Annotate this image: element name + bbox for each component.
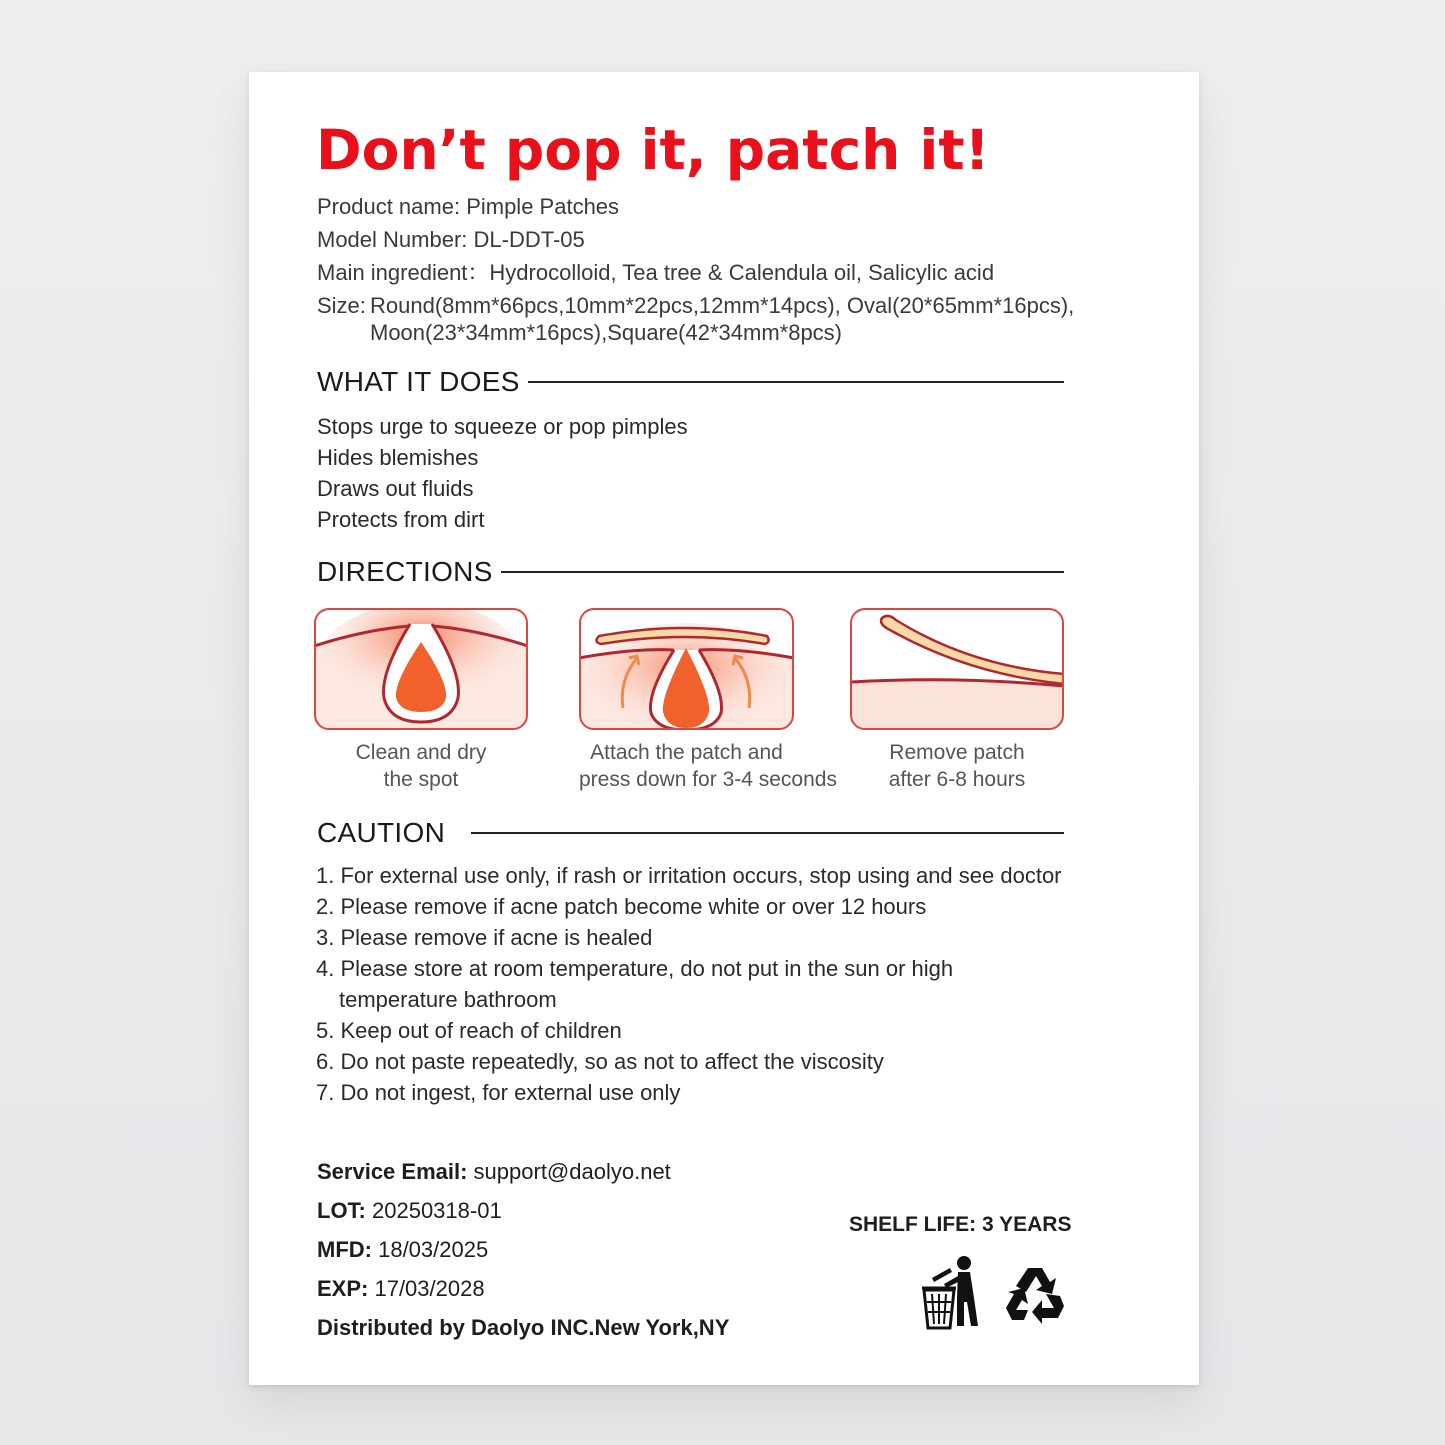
caution-item-6: 6. Do not paste repeatedly, so as not to affect the viscosity [316, 1049, 884, 1074]
email-value[interactable]: support@daolyo.net [467, 1159, 671, 1184]
divider [528, 381, 1064, 383]
step-2-line-2: press down for 3-4 seconds [579, 768, 837, 791]
size-label: Size: [317, 293, 366, 318]
caution-item-2: 2. Please remove if acne patch become white or over 12 hours [316, 894, 927, 919]
footer-info [317, 1152, 729, 1347]
step-2-line-1: Attach the patch and [590, 741, 783, 764]
list-item: Stops urge to squeeze or pop pimples [317, 414, 688, 439]
exp-value: 17/03/2028 [368, 1276, 485, 1301]
headline: Don’t pop it, patch it! [316, 118, 990, 182]
lot-number [317, 1191, 729, 1230]
main-ingredient: Main ingredient：Hydrocolloid, Tea tree & Calendula oil, Salicylic acid [317, 260, 995, 285]
directions-header [317, 556, 1064, 588]
lot-label: LOT: [317, 1198, 366, 1223]
step-1-line-1: Clean and dry [355, 741, 487, 764]
lot-value: 20250318-01 [365, 1198, 502, 1223]
caution-item-3: 3. Please remove if acne is healed [316, 925, 653, 950]
divider [501, 571, 1064, 573]
list-item: Hides blemishes [317, 445, 479, 470]
list-item: Protects from dirt [317, 507, 485, 532]
step-3-line-2: after 6-8 hours [888, 768, 1026, 791]
caution-list [316, 860, 1062, 1108]
product-info [317, 190, 1074, 346]
shelf-life: SHELF LIFE: 3 YEARS [849, 1213, 1072, 1236]
direction-step-3 [850, 608, 1064, 793]
caution-heading: CAUTION [317, 817, 446, 848]
directions-heading: DIRECTIONS [317, 556, 493, 587]
remove-patch-icon [850, 608, 1064, 730]
email-label: Service Email: [317, 1159, 468, 1184]
what-it-does-header [317, 366, 1064, 398]
divider [471, 832, 1064, 834]
list-item: Draws out fluids [317, 476, 474, 501]
direction-step-2 [579, 608, 837, 793]
disposal-icons [920, 1254, 1066, 1330]
caution-item-5: 5. Keep out of reach of children [316, 1018, 622, 1043]
direction-step-1 [314, 608, 528, 793]
model-number: Model Number: DL-DDT-05 [317, 227, 585, 252]
apply-patch-icon [579, 608, 794, 730]
product-name: Product name: Pimple Patches [317, 194, 620, 219]
caution-item-1: 1. For external use only, if rash or irritation occurs, stop using and see doctor [316, 863, 1062, 888]
distributor: Distributed by Daolyo INC.New York,NY [317, 1315, 730, 1340]
trash-disposal-icon [920, 1254, 982, 1330]
caution-item-4: 4. Please store at room temperature, do not put in the sun or high [316, 956, 954, 981]
caution-item-4-cont: temperature bathroom [339, 987, 557, 1012]
size-line-1: Round(8mm*66pcs,10mm*22pcs,12mm*14pcs), Oval(20*65mm*16pcs), [370, 293, 1075, 318]
caution-item-7: 7. Do not ingest, for external use only [316, 1080, 681, 1105]
clean-skin-icon [314, 608, 528, 730]
what-it-does-list [317, 411, 688, 535]
size-info [317, 289, 1074, 346]
step-1-line-2: the spot [383, 768, 459, 791]
mfd-label: MFD: [317, 1237, 372, 1262]
mfd-value: 18/03/2025 [371, 1237, 489, 1262]
step-3-line-1: Remove patch [889, 741, 1025, 764]
exp-date [317, 1269, 729, 1308]
size-line-2: Moon(23*34mm*16pcs),Square(42*34mm*8pcs) [370, 320, 843, 345]
exp-label: EXP: [317, 1276, 369, 1301]
caution-header [317, 817, 1064, 849]
recycle-icon [1004, 1262, 1066, 1324]
what-it-does-heading: WHAT IT DOES [317, 366, 520, 397]
mfd-date [317, 1230, 729, 1269]
service-email [317, 1152, 729, 1191]
